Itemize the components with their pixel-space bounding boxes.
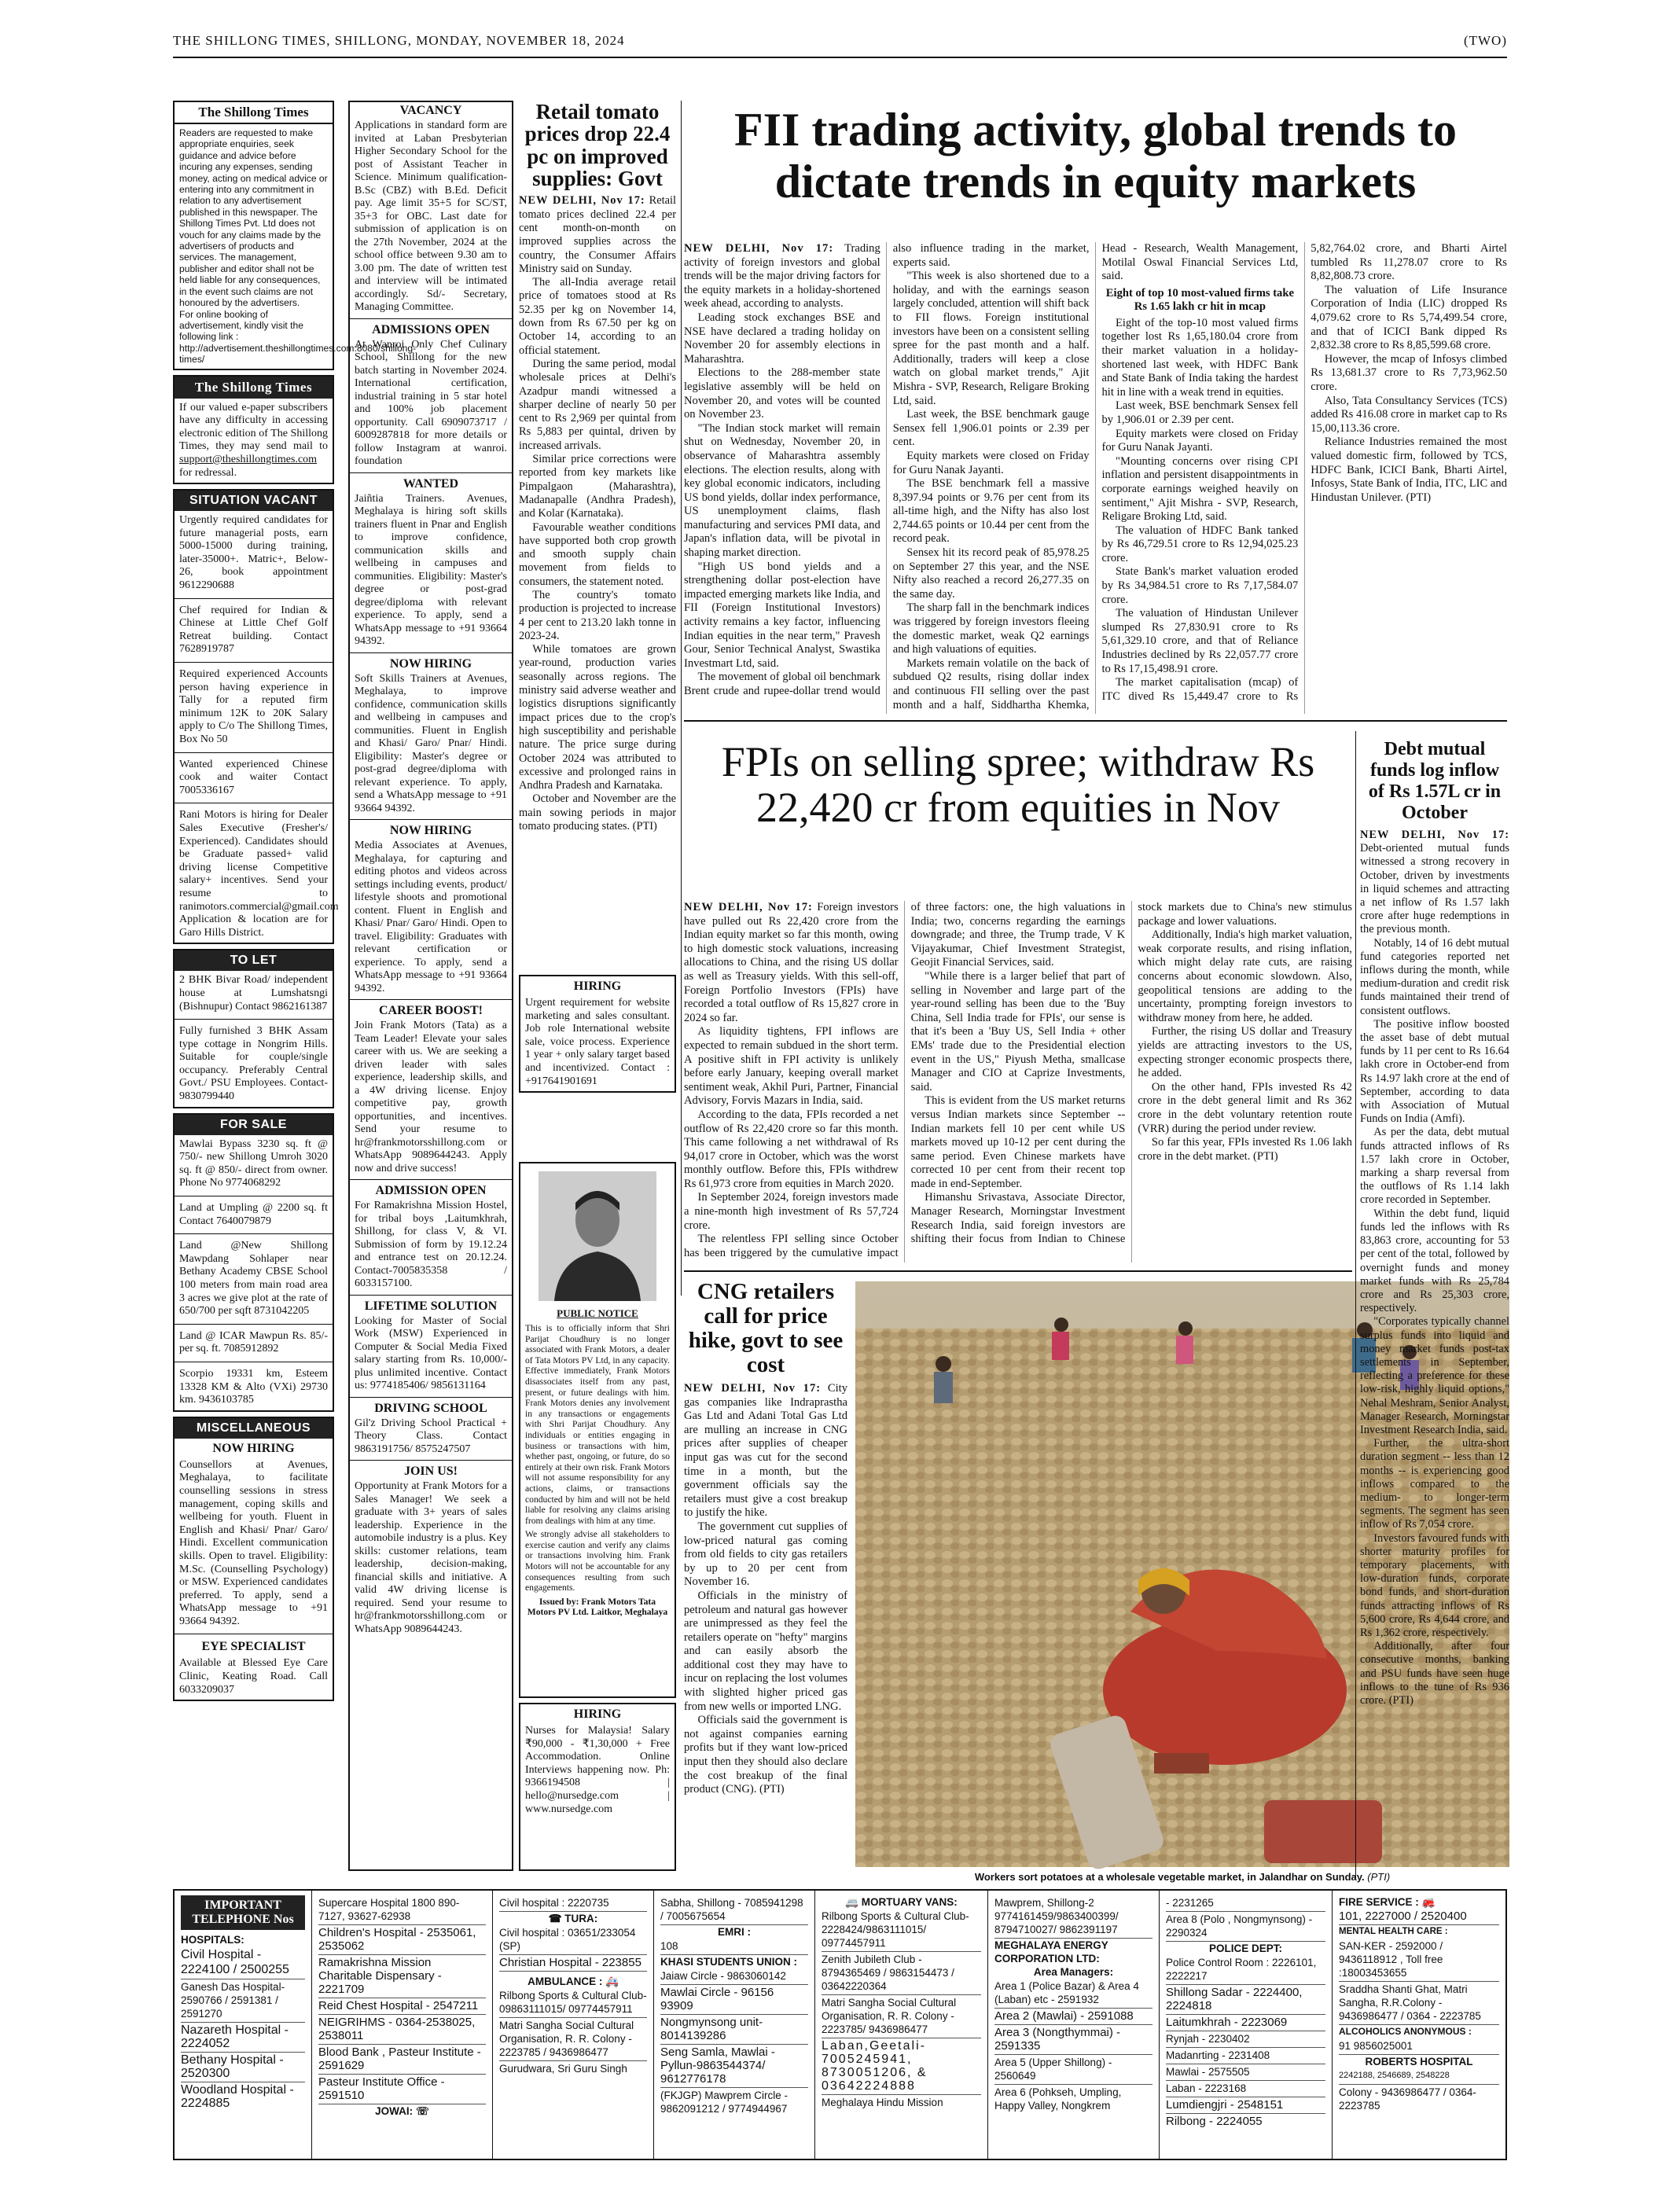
for-sale-ad-4: Land @ ICAR Mawpun Rs. 85/- per sq. ft. 7085912892 [179,1329,328,1355]
dir-jowai: JOWAI: ☏ [375,2105,429,2117]
public-notice-text: This is to officially inform that Shri Parijat Choudhury is no longer associated with Frank Motors, a dealer of Tata Motors PV Ltd, in any capacity. Effective immediately, Frank Motors disassociates itself from any past, present, or future dealings with him. Frank Motors denies any involvement in any transactions or engagements with Shri Parijat Choudhury. Any individuals or entities engaging in business or transactions with him, whether past, ongoing, or future, do so entirely at their own risk. Frank Motors will not assume responsibility for any actions, claims, or transactions conducted by him and will not be held liable for resolving any claims arising from dealings with him at any time. [525,1323,670,1526]
lead2-para-8: The market capitalisation (mcap) of ITC dived Rs 15,449.47 crore to Rs 5,82,764.02 crore, and Bharti Airtel tumbled Rs 11,278.07 crore to Rs 8,82,808.73 crore. [1101,242,1507,703]
ad-divider [350,1179,512,1180]
ad-divider [350,652,512,653]
lead-para-11: Sensex hit its record peak of 85,978.25 on September 27 this year, and the NSE Nifty also reached a record 26,277.35 on the same day. [892,546,1090,601]
situation-vacant-section [173,489,339,944]
disclaimer-box [173,101,417,370]
dir-hospitals-label: HOSPITALS: [181,1934,244,1946]
dir-line: Mawprem, Shillong-2 9774161459/9863400399/ 8794710027/ 9862391197 [994,1895,1152,1939]
col2-ad-text: Gil'z Driving School Practical + Theory Class. Contact 9863191756/ 8575247507 [355,1417,507,1455]
pin-icon: ☏ [415,2105,429,2117]
disclaimer-text: Readers are requested to make appropriate enquiries, seek guidance and advice before incuring any expenses, sending money, acting on medical advice or entering into any commitment in relation to any advertisement published in this newspaper. The Shillong Times Pvt. Ltd does not vouch for any claims made by the advertisers of products and services. The management, publisher and editor shall not be held liable for any consequences, in the event such claims are not honoured by the advertisers. [179,127,328,309]
portrait-photo [539,1171,656,1301]
fpi-para-7: This is evident from the US market returns versus Indian markets since September -- Indian markets fell 10 per cent while US markets moved up 10-12 per cent during the same period. Even Chinese markets have corrected 10 per cent from their recent top made in end-September. [910,1094,1126,1190]
situation-vacant-heading: SITUATION VACANT [175,491,333,511]
fpi-para-10: Further, the rising US dollar and Treasury yields are attracting investors to the US, expecting stronger economic prospects there, he added. [1138,1025,1352,1080]
col2-ad-text: Jaiñtia Trainers. Avenues, Meghalaya is hiring soft skills trainers fluent in Pnar and English to improve confidence, communication skills and wellbeing in campuses and communities. Eligibility: Master's degree or post-grad degree/diploma with relevant experience. To apply, send a WhatsApp message to +91 93664 94392. [355,492,507,647]
dir-line: Matri Sangha Social Cultural Organisation, R. R. Colony - 2223785 / 9436986477 [499,2018,647,2061]
fpi-headline: FPIs on selling spree; withdraw Rs 22,420 cr from equities in Nov [721,738,1315,831]
ad-divider [350,1397,512,1398]
col2-ad-title: DRIVING SCHOOL [374,1401,487,1415]
dir-line: Reid Chest Hospital - 2547211 [318,1998,486,2015]
lead-dateline: NEW DELHI, Nov 17: [684,242,834,255]
cng-para-2: The government cut supplies of low-priced natural gas coming from old fields to city gas retailers by up to 20 per cent from November 16. [684,1520,847,1589]
nurses-hiring-title: HIRING [573,1707,622,1721]
dir-line: Madanrting - 2231408 [1166,2048,1325,2064]
disclaimer-link-lead: For online booking of advertisement, kindly visit the following link : [179,308,303,343]
dir-line: Colony - 9436986477 / 0364-2223785 [1339,2086,1476,2112]
dir-line: Laban - 2223168 [1166,2081,1325,2097]
lead-article-body [684,242,1507,714]
fpi-para-1: Foreign investors have pulled out Rs 22,420 crore from the Indian equity market so far this month, owing to high domestic stock valuations, increasing allocations to China, and the rising US dollar as well as Treasury yields. With this sell-off, Foreign Portfolio Investors (FPIs) have recorded a total outflow of Rs 15,827 crore in 2024 so far. [684,901,899,1024]
fpi-article-body [684,901,1352,1263]
lead2-para-1: Eight of the top-10 most valued firms together lost Rs 1,65,180.04 crore from their market valuation in a holiday-shortened last week, with HDFC Bank and State Bank of India taking the hardest hit in line with a weak trend in equities. [1101,316,1299,399]
dir-line: Nazareth Hospital - 2224052 [181,2023,305,2053]
public-notice-issuer: Issued by: Frank Motors Tata Motors PV Ltd. Laitkor, Meghalaya [527,1596,668,1618]
col2-ad-text: Soft Skills Trainers at Avenues, Meghalaya, to improve confidence, communication skills and wellbeing in campuses and communities. Fluent in English and Khasi/ Garo/ Pnar/ Hindi. Eligibility: Master's degree or post-grad degree/diploma with relevant experience. To apply, send a WhatsApp message to +91 93664 94392. [355,672,507,814]
for-sale-section [173,1113,334,1412]
col2-ad-title: VACANCY [399,104,462,117]
dir-mental-label: MENTAL HEALTH CARE : [1339,1927,1448,1936]
dir-fire-label: FIRE SERVICE : 🚒 [1339,1896,1436,1908]
dir-line: Blood Bank , Pasteur Institute - 2591629 [318,2045,486,2075]
folio-left: THE SHILLONG TIMES, SHILLONG, MONDAY, NOVEMBER 18, 2024 [173,33,625,48]
dir-col-4 [654,1891,815,2159]
dir-line: 91 9856025001 [1339,2038,1499,2055]
tomato-article-body [519,194,676,833]
lead-para-12: The sharp fall in the benchmark indices was triggered by foreign investors fleeing the domestic market, weak Q2 earnings and high valuations of equities. [892,601,1090,656]
section-rule-2 [684,1270,1352,1272]
lead2-para-4: "Mounting concerns over rising CPI inflation and persistent disappointments in corporate earnings weighed heavily on sentiment," Ajit Mishra - SVP, Research, Religare Broking Ltd, said. [1101,454,1299,524]
situation-ad-3: Required experienced Accounts person having experience in Tally for a reputed firm minimum 12K to 20K Salary apply to C/o The Shillong Times, Box No 50 [179,668,328,745]
col2-ad-title: ADMISSIONS OPEN [372,322,490,336]
now-hiring-heading: NOW HIRING [212,1441,295,1455]
dir-line: Area 6 (Pohkseh, Umpling, Happy Valley, Nongkrem [994,2086,1122,2112]
column-separator [681,101,682,1296]
dir-line: Rilbong Sports & Cultural Club-2228424/9863111015/ 09774457911 [822,1909,981,1952]
col2-ad-text: Join Frank Motors (Tata) as a Team Leader! Elevate your sales career with us. We are seeking a driven leader with sales experience, leadership skills, and a 4W driving license. Enjoy competitive pay, growth opportunities, and incentives. Send your resume to hr@frankmotorsshillong.com or WhatsApp 9089644243. Apply now and drive success! [355,1020,507,1174]
lead-para-4: "The Indian stock market will remain shut on Wednesday, November 20, in observance of Maharashtra assembly elections. The election results, along with key global economic indicators, including US bond yields, dollar index performance, US unemployment claims, flash manufacturing and services PMI data, and Japan's inflation data, will be pivotal in shaping market direction. [684,421,880,560]
lead-para-13: Markets remain volatile on the back of subdued Q2 results, rising dollar index and continuous FII selling over the past month and a half, Siddhartha Khemka, Head - Research, Wealth Management, Motilal Oswal Financial Services Ltd, said. [892,242,1299,711]
eye-specialist-heading: EYE SPECIALIST [201,1640,306,1654]
dir-line: 108 [660,1939,808,1955]
ad-divider [350,472,512,473]
to-let-section [173,949,334,1108]
dir-line: Rilbong Sports & Cultural Club- 09863111015/ 09774457911 [499,1988,647,2018]
portrait-icon [539,1171,656,1301]
for-sale-ad-2: Land at Umpling @ 2200 sq. ft Contact 7640079879 [179,1202,328,1227]
lead2-para-6: State Bank's market valuation eroded by Rs 34,984.51 crore to Rs 7,17,584.07 crore. [1101,565,1299,606]
lead-para-3: Elections to the 288-member state legislative assembly will be held on November 20, and votes will be counted on November 23. [684,366,880,421]
dir-line: Sabha, Shillong - 7085941298 / 7005675654 [660,1895,808,1925]
disclaimer-link[interactable]: http://advertisement.theshillongtimes.com:8080/shillong-times/ [179,342,417,366]
fpi-para-12: So far this year, FPIs invested Rs 1.06 lakh crore in the debt market. (PTI) [1138,1136,1352,1163]
lead-para-10: The BSE benchmark fell a massive 8,397.94 points or 9.76 per cent from its all-time high, and the Nifty has also lost 2,744.65 points or 10.44 per cent from the record peak. [892,477,1090,546]
debt-headline: Debt mutual funds log inflow of Rs 1.57L cr in October [1368,739,1502,823]
fpi-para-3: According to the data, FPIs recorded a net outflow of Rs 22,420 crore so far this month. This came following a net withdrawal of Rs 94,017 crore in October, which was the worst monthly outflow. Before this, FPIs withdrew Rs 61,973 crore from equities in March 2020. [684,1108,899,1190]
nurses-hiring-ad [519,1703,676,1871]
dir-line: 2242188, 2546689, 2548228 [1339,2068,1499,2085]
photo-caption-text: Workers sort potatoes at a wholesale vegetable market, in Jalandhar on Sunday. [974,1871,1365,1883]
ambulance-icon: 🚑 [605,1976,619,1987]
dir-line: - 2231265 [1166,1895,1325,1912]
debt-para-2: Notably, 14 of 16 debt mutual fund categories reported net inflows during the month, while medium-duration and credit risk funds maintained their trend of consistent outflows. [1360,936,1509,1017]
dir-line: Mawlai Circle - 96156 93909 [660,1985,808,2015]
lead2-para-11: Also, Tata Consultancy Services (TCS) added Rs 416.08 crore in market cap to Rs 15,00,113.36 crore. [1311,394,1507,435]
col2-ad-list [350,102,512,1637]
debt-para-1: Debt-oriented mutual funds witnessed a strong recovery in October, driven by investments in liquid schemes and attracting a net inflow of Rs 1.57 lakh crore after huge redemptions in the previous month. [1360,842,1509,936]
col2-ad-title: ADMISSION OPEN [375,1184,487,1197]
dir-line: Laitumkhrah - 2223069 [1166,2015,1325,2031]
fpi-para-2: As liquidity tightens, FPI inflows are expected to remain subdued in the short term. A positive shift in FPI activity is unlikely before early January, keeping overall market sentiment weak, Akhil Puri, Partner, Financial Advisory, Forvis Mazars in India, said. [684,1025,899,1108]
lead2-para-3: Equity markets were closed on Friday for Guru Nanak Jayanti. [1101,427,1299,454]
page-folio [173,33,1507,57]
fire-truck-icon: 🚒 [1421,1896,1436,1908]
debt-para-8: Investors favoured funds with shorter maturity profiles for temporary placements, with low-duration funds, corporate bond funds, and short-duration funds attracting inflows of Rs 5,600 crore, Rs 4,644 crore, and Rs 1,362 crore, respectively. [1360,1531,1509,1639]
fpi-para-9: Additionally, India's high market valuation, weak corporate results, and rising inflation, which might delay rate cuts, are raising concerns about economic slowdown. Also, geopolitical tensions are adding to the uncertainty, prompting foreign investors to withdraw money from here, he added. [1138,928,1352,1024]
lead2-para-9: The valuation of Life Insurance Corporation of India (LIC) dropped Rs 4,079.62 crore to Rs 5,74,499.54 crore, and that of ICICI Bank dipped Rs 2,832.38 crore to Rs 8,85,599.68 crore. [1311,283,1507,352]
cng-para-4: Officials said the government is not against companies earning profits but if they want low-priced input then they should also declare the cost breakup of the final product (CNG). (PTI) [684,1714,847,1796]
debt-article-body [1360,829,1509,1707]
dir-energy-label: MEGHALAYA ENERGY CORPORATION LTD: [994,1939,1108,1965]
ad-divider [350,999,512,1000]
dir-alcoholics-label: ALCOHOLICS ANONYMOUS : [1339,2026,1472,2037]
cng-dateline: NEW DELHI, Nov 17: [684,1382,822,1395]
lead-para-5: "High US bond yields and a strengthening dollar post-election have impacted emerging markets like India, and FII (Foreign Institutional Investors) activity remains a key factor, influencing Indian equities in the near term," Pravesh Gour, Senior Technical Analyst, Swastika Investmart Ltd, said. [684,560,880,670]
cng-article [684,1280,847,1871]
dir-line: Area 8 (Polo , Nongmynsong) - 2290324 [1166,1912,1325,1942]
tomato-para-6: The country's tomato production is projected to increase 4 per cent to 213.20 lakh tonne in 2023-24. [519,588,676,642]
dir-line: Pasteur Institute Office - 2591510 [318,2075,486,2104]
dir-line: Civil hospital : 03651/233054 (SP) [499,1925,647,1955]
dir-col-7 [1160,1891,1333,2159]
debt-para-6: "Corporates typically channel surplus funds into liquid and money market funds post-tax settlements in September, reflecting a preference for these low-risk, highly liquid options," Nehal Meshram, Senior Analyst, Manager Research, Morningstar Investment Research India, said. [1360,1315,1509,1436]
to-let-heading: TO LET [175,950,333,971]
dir-mortuary: 🚐 MORTUARY VANS: [845,1896,958,1908]
dir-col-3 [493,1891,654,2159]
dir-police-label: POLICE DEPT: [1208,1943,1282,1954]
column-separator-2 [1355,731,1356,1879]
debt-dateline: NEW DELHI, Nov 17: [1360,829,1509,841]
ad-divider [350,318,512,319]
col2-ad-text: At Wanroi Only Chef Culinary School, Shillong for the new batch starting in November 2024. International certification, industrial training in 5 star hotel and 100% job placement opportunity. Call 6909073717 / 6009287818 for more details or follow Instagram at wanroi. foundation [355,338,507,467]
epaper-box [173,375,334,485]
ad-divider [350,1460,512,1461]
ad-divider [350,819,512,820]
debt-para-4: As per the data, debt mutual funds attracted inflows of Rs 1.57 lakh crore in October, marking a sharp reversal from the outflows of Rs 1.14 lakh crore recorded in September. [1360,1126,1509,1207]
dir-line: 101, 2227000 / 2520400 [1339,1909,1499,1925]
dir-line: Ganesh Das Hospital- 2590766 / 2591381 / 2591270 [181,1979,305,2023]
debt-para-5: Within the debt fund, liquid funds led the inflows with Rs 83,863 crore, accounting for 53 per cent of the total, followed by overnight funds and money market funds with Rs 25,784 crore and Rs 25,303 crore, respectively. [1360,1207,1509,1315]
dir-line: Lumdiengjri - 2548151 [1166,2097,1325,2114]
col2-ad-title: NOW HIRING [389,656,472,671]
dir-col-1 [175,1891,312,2159]
col2-ad-text: Media Associates at Avenues, Meghalaya, for capturing and editing photos and videos across settings including events, product/ lifestyle shoots and promotional content. Fluent in English and Khasi/ Pnar/ Garo/ Hindi. Open to travel. Eligibility: Graduates with relevant certification or experience. To apply, send a WhatsApp message to +91 93664 94392. [355,840,507,994]
cng-para-3: Officials in the ministry of petroleum and natural gas however are unimpressed as they feel the retailers operate on "hefty" margins and can easily absorb the additional cost they may have to incur on replacing the lost volumes with slighted higher priced gas from new wells or imported LNG. [684,1589,847,1713]
dir-line: Rilbong - 2224055 [1166,2115,1263,2128]
col2-ad-title: WANTED [403,476,459,491]
dir-line: Christian Hospital - 223855 [499,1955,647,1972]
public-notice-title: PUBLIC NOTICE [557,1307,638,1319]
classifieds-column-1 [173,101,417,1871]
dir-col-2 [312,1891,493,2159]
epaper-tail: for redressal. [179,466,237,479]
to-let-ad-1: 2 BHK Bivar Road/ independent house at Lumshatsngi (Bishnupur) Contact 9862161387 [179,974,328,1013]
dir-line: Ramakrishna Mission Charitable Dispensary - 2221709 [318,1955,486,1998]
col2-ad-text: Looking for Master of Social Work (MSW) Experienced in Computer & Social Media Fixed salary starting from Rs. 10,000/- plus unlimited incentive. Contact us: 9774185406/ 9856131164 [355,1314,507,1391]
lead2-para-10: However, the mcap of Infosys climbed Rs 13,681.37 crore to Rs 7,73,962.50 crore. [1311,352,1507,393]
dir-line: Area 5 (Upper Shillong) - 2560649 [994,2055,1152,2085]
debt-para-7: Further, the ultra-short duration segment -- less than 12 months -- is experiencing good inflows compared to the medium- to longer-term segments. The segment has seen inflow of Rs 7,054 crore. [1360,1437,1509,1531]
phone-icon: ☎ [548,1913,562,1924]
dir-line: Sraddha Shanti Ghat, Matri Sangha, R.R.Colony - 9436986477 / 0364 - 2223785 [1339,1982,1499,2025]
fpi-headline-area [684,738,1352,831]
col2-ad-title: JOIN US! [403,1465,458,1478]
tomato-para-7: While tomatoes are grown year-round, production varies seasonally across regions. The ministry said adverse weather and logistics disruptions significantly impact prices due to the crop's high susceptibility and perishable nature. The price surge during October 2024 was attributed to excessive and prolonged rains in Andhra Pradesh and Karnataka. [519,643,676,792]
tomato-para-3: During the same period, modal wholesale prices at Delhi's Azadpur mandi witnessed a sharper decline of nearly 50 per cent to Rs 2,969 per quintal from Rs 5,883 per quintal, driven by increased arrivals. [519,357,676,452]
dir-line: Woodland Hospital - 2224885 [181,2083,294,2110]
dir-line: Area 3 (Nongthymmai) - 2591335 [994,2025,1152,2055]
telephone-directory [173,1889,1507,2160]
tomato-para-1: Retail tomato prices declined 22.4 per cent month-on-month on improved supplies across the country, the Consumer Affairs Ministry said on Sunday. [519,194,676,275]
lead-para-1: Trading activity of foreign investors and global trends will be the major driving factors for the equity markets in a holiday-shortened week ahead, according to analysts. [684,242,880,311]
dir-line: Gurudwara, Sri Guru Singh [499,2063,627,2075]
dir-line: Shillong Sadar - 2224400, 2224818 [1166,1985,1325,2015]
dir-tura: ☎ TURA: [548,1913,598,1924]
miscellaneous-heading: MISCELLANEOUS [175,1418,333,1439]
debt-article [1360,739,1509,1879]
fpi-para-8: Himanshu Srivastava, Associate Director, Manager Research, Morningstar Investment Research India, said foreign investors are shifting their focus from Indian to Chinese stock markets due to China's new stimulus package and lower valuations. [910,901,1352,1246]
dir-emri: EMRI : [718,1926,751,1938]
dir-line: Seng Samla, Mawlai - Pyllun-9863544374/ 9612776178 [660,2045,808,2088]
fpi-dateline: NEW DELHI, Nov 17: [684,901,813,913]
dir-line: (FKJGP) Mawprem Circle - 9862091212 / 9774944967 [660,2090,789,2115]
cng-article-body [684,1382,847,1797]
situation-ad-2: Chef required for Indian & Chinese at Little Chef Golf Retreat building. Contact 7628919787 [179,604,328,656]
epaper-text: If our valued e-paper subscribers have any difficulty in accessing electronic edition of The Shillong Times, they may send mail to [179,401,328,453]
dir-line: Nongmynsong unit- 8014139286 [660,2015,808,2045]
tomato-headline: Retail tomato prices drop 22.4 pc on improved supplies: Govt [524,100,671,191]
lead-subhead: Eight of top 10 most-valued firms take Rs 1.65 lakh cr hit in mcap [1105,286,1294,313]
lead2-para-12: Reliance Industries remained the most valued domestic firm, followed by TCS, HDFC Bank, ICICI Bank, Bharti Airtel, Infosys, State Bank of India, ITC, LIC and Hindustan Unilever. (PTI) [1311,436,1507,504]
for-sale-ad-5: Scorpio 19331 km, Esteem 13328 KM & Alto (VXi) 29730 km. 9436103785 [179,1367,328,1406]
dir-line: NEIGRIHMS - 0364-2538025, 2538011 [318,2015,486,2045]
tomato-para-5: Favourable weather conditions have supported both crop growth and smooth supply chain movement from fields to consumers, the statement noted. [519,520,676,588]
dir-title: IMPORTANT TELEPHONE Nos [181,1895,305,1930]
van-icon: 🚐 [845,1896,859,1908]
lead-para-6: The movement of global oil benchmark Brent crude and rupee-dollar trend would also influence trading in the market, experts said. [684,242,1090,697]
col2-ad-title: CAREER BOOST! [378,1004,483,1017]
public-notice-ad [519,1162,676,1698]
nurses-hiring-text: Nurses for Malaysia! Salary ₹90,000 - ₹1,30,000 + Free Accommodation. Online Interviews happening now. Ph: 9366194508 | hello@nursedge.com | www.nursedge.com [525,1725,670,1815]
col2-ad-text: Opportunity at Frank Motors for a Sales Manager! We seek a graduate with 3+ years of sales leadership. Experience in the automobile industry is a plus. Key skills: customer relations, team leadership, decision-making, financial skills and initiative. A valid 4W driving license is required. Send your resume to hr@frankmotorsshillong.com or WhatsApp 9089644243. [355,1480,507,1635]
website-hiring-text: Urgent requirement for website marketing and sales consultant. Job role International website sale, voice process. Experience 1 year + only salary target based and incentivized. Contact : +917641901691 [525,997,670,1087]
debt-para-3: The positive inflow boosted the asset base of debt mutual funds by 11 per cent to Rs 16.64 lakh crore in October-end from Rs 14.97 lakh crore at the end of September, according to data with Association of Mutual Funds on India (Amfi). [1360,1017,1509,1126]
col2-ad-title: LIFETIME SOLUTION [364,1299,498,1313]
for-sale-heading: FOR SALE [175,1115,333,1135]
dir-line: Police Control Room : 2226101, 2222217 [1166,1955,1325,1985]
dir-line: Laban,Geetali-7005245941, 8730051206, & 03642224888 [822,2038,981,2095]
dir-line: Rynjah - 2230402 [1166,2031,1325,2048]
dir-roberts-label: ROBERTS HOSPITAL [1365,2056,1473,2068]
situation-ad-5: Rani Motors is hiring for Dealer Sales Executive (Fresher's/ Experienced). Candidates should be Graduate passed+ valid driving license Competitive salary+ incentives. Send your resume to ranimotors.commercial@gmail.com Application & location are for Garo Hills District. [179,809,339,939]
classifieds-column-2 [348,101,513,1871]
dir-col-6 [988,1891,1160,2159]
fpi-article [684,901,1352,1263]
lead-para-8: Last week, the BSE benchmark gauge Sensex fell 1,906.01 points or 2.39 per cent. [892,408,1090,449]
now-hiring-text: Counsellors at Avenues, Meghalaya, to facilitate counselling sessions in stress management, coping skills and wellbeing for youth. Fluent in English and Khasi/ Pnar/ Garo/ Hindi. Excellent communication skills. Open to travel. Eligibility: M.Sc. (Counselling Psychology) or MSW. Experienced candidates preferred. To apply, send a WhatsApp message to +91 93664 94392. [179,1458,328,1627]
dir-ambulance: AMBULANCE : 🚑 [528,1976,619,1987]
fpi-para-4: In September 2024, foreign investors made a nine-month high investment of Rs 57,724 crore. [684,1191,899,1232]
for-sale-ad-3: Land @New Shillong Mawpdang Sohlaper near Bethany Academy CBSE School 100 meters from main road area 3 acres we give plot at the rate of 650/700 per sqft 8731042205 [179,1240,328,1318]
dir-line: Civil Hospital - 2224100 / 2500255 [181,1946,305,1979]
lead2-para-2: Last week, BSE benchmark Sensex fell by 1,906.01 or 2.39 per cent. [1101,399,1299,426]
dir-line: Area 1 (Police Bazar) & Area 4 (Laban) etc - 2591932 [994,1979,1152,2009]
dir-line: SAN-KER - 2592000 / 9436118912 , Toll free :18003453655 [1339,1939,1499,1982]
lead-para-9: Equity markets were closed on Friday for Guru Nanak Jayanti. [892,449,1090,476]
disclaimer-title: The Shillong Times [175,102,333,124]
dir-line: Mawlai - 2575505 [1166,2064,1325,2081]
col2-ad-text: Applications in standard form are invited at Laban Presbyterian Higher Secondary School for the post of Assistant Teacher in Science. Minimum qualification- B.Sc (CBZ) with B.Ed. Deficit pay. Age limit 35+5 for SC/ST, 35+3 for OBC. Last date for submission of application is on the 27th November, 2024 at the school office between 9.30 am to 3.00 pm. The date of written test and interview will be intimated accordingly. Sd/- Secretary, Managing Committee. [355,119,507,313]
tomato-para-4: Similar price corrections were reported from key markets like Pimpalgaon (Maharashtra), Madanapalle (Andhra Pradesh), and Kolar (Karnataka). [519,453,676,520]
lead2-para-7: The valuation of Hindustan Unilever slumped Rs 27,830.91 crore to Rs 5,61,329.10 crore, and that of Reliance Industries declined by Rs 22,057.77 crore to Rs 17,15,498.91 crore. [1101,607,1299,675]
lead-para-2: Leading stock exchanges BSE and NSE have declared a trading holiday on November 20 for assembly elections in Maharashtra. [684,311,880,366]
dir-line: Area 2 (Mawlai) - 2591088 [994,2009,1152,2025]
dir-line: Zenith Jubileth Club - 8794365469 / 9863154473 / 03642220364 [822,1952,981,1995]
website-hiring-title: HIRING [573,980,622,993]
dir-line: Matri Sangha Social Cultural Organisation, R. R. Colony - 2223785/ 9436986477 [822,1995,981,2038]
col2-ad-title: NOW HIRING [389,824,472,837]
eye-specialist-text: Available at Blessed Eye Care Clinic, Keating Road. Call 6033209037 [179,1657,328,1696]
photo-credit: (PTI) [1367,1871,1391,1883]
fpi-para-5: The relentless FPI selling since October has been triggered by the cumulative impact of three factors: one, the high valuations in India; two, concerns regarding the earnings downgrade; and three, the Trump trade, V K Vijayakumar, Chief Investment Strategist, Geojit Financial Services, said. [684,901,1126,1259]
folio-rule [173,57,1507,58]
tomato-column [519,101,676,1871]
dir-line: Bethany Hospital - 2520300 [181,2053,305,2082]
public-notice-text-2: We strongly advise all stakeholders to exercise caution and verify any claims or transactions involving him. Frank Motors will not be accountable for any consequences resulting from such engagements. [525,1529,670,1593]
dir-line: Supercare Hospital 1800 890-7127, 93627-62938 [318,1895,486,1925]
to-let-ad-2: Fully furnished 3 BHK Assam type cottage in Nongrim Hills. Suitable for couple/single occupancy. Preferably Central Govt./ PSU Employees. Contact- 9830799440 [179,1025,328,1103]
fpi-para-6: "While there is a larger belief that part of selling in November and large part of the year-round selling has been due to the 'Buy China, Sell India trade for FPIs', our sense is that it's been a 'Buy US, Sell India + other EMs' trade due to the Presidential election event in the US," Piyush Metha, smallcase Manager and CIO at Caprize Investments, said. [910,969,1126,1094]
debt-para-9: Additionally, after four consecutive months, banking and PSU funds have seen huge inflows to the tune of Rs 936 crore. (PTI) [1360,1640,1509,1707]
lead-para-7: "This week is also shortened due to a holiday, and with the earnings season largely concluded, attention will shift back to FII flows. Foreign institutional investors have been on a consistent selling spree for the past month and a half. Additionally, traders will keep a close watch on global market trends," Ajit Mishra - SVP, Research, Religare Broking Ltd, said. [892,270,1090,407]
lead-headline-area [684,101,1507,226]
dir-col-8 [1333,1891,1505,2159]
cng-headline: CNG retailers call for price hike, govt to see cost [688,1279,844,1377]
situation-ad-4: Wanted experienced Chinese cook and waiter Contact 7005336167 [179,758,328,796]
dir-managers-label: Area Managers: [1033,1966,1114,1978]
cng-para-1: City gas companies like Indraprastha Gas Ltd and Adani Total Gas Ltd are mulling an increase in CNG prices after supplies of cheaper input gas was cut for the second time in a month, but the government officials say the retailers must give a cost breakup to justify the hike. [684,1382,847,1520]
lead-headline: FII trading activity, global trends to dictate trends in equity markets [734,104,1457,208]
col2-ad-text: For Ramakrishna Mission Hostel, for tribal boys ,Laitumkhrah, Shillong, for class V, & VI. Submission of form by 19.12.24 and entrance test on 20.12.24. Contact-7005835358 / 6033157100. [355,1200,507,1289]
epaper-email[interactable]: support@theshillongtimes.com [179,453,318,465]
miscellaneous-section [173,1417,334,1702]
dir-line: Meghalaya Hindu Mission [822,2097,943,2108]
ad-divider [350,1295,512,1296]
situation-ad-1: Urgently required candidates for future managerial posts, earn 5000-15000 during training, later-35000+. Matric+, Below-26, book appointment 9612290688 [179,514,328,592]
dir-col-5 [815,1891,988,2159]
dir-line: Children's Hospital - 2535061, 2535062 [318,1925,486,1955]
dir-line: Civil hospital : 2220735 [499,1895,647,1912]
section-rule [684,720,1507,722]
dir-line: Jaiaw Circle - 9863060142 [660,1968,808,1985]
for-sale-ad-1: Mawlai Bypass 3230 sq. ft @ 750/- new Shillong Umroh 3020 sq. ft @ 850/- direct from owner. Phone No 9774068292 [179,1138,328,1189]
lead-article [684,242,1507,714]
lead2-para-5: The valuation of HDFC Bank tanked by Rs 46,729.51 crore to Rs 12,94,025.23 crore. [1101,524,1299,564]
folio-right: (TWO) [1463,33,1507,48]
fpi-para-11: On the other hand, FPIs invested Rs 42 crore in the debt general limit and Rs 362 crore in the debt voluntary retention route (VRR) during the period under review. [1138,1080,1352,1135]
epaper-title: The Shillong Times [175,377,333,399]
tomato-para-8: October and November are the main sowing periods in major tomato producing states. (PTI) [519,792,676,833]
dir-khasi-label: KHASI STUDENTS UNION : [660,1956,798,1968]
website-hiring-ad [519,975,676,1093]
tomato-dateline: NEW DELHI, Nov 17: [519,194,645,208]
tomato-para-2: The all-India average retail price of tomatoes stood at Rs 52.35 per kg on November 14, down from Rs 67.50 per kg on October 14, according to an official statement. [519,276,676,357]
